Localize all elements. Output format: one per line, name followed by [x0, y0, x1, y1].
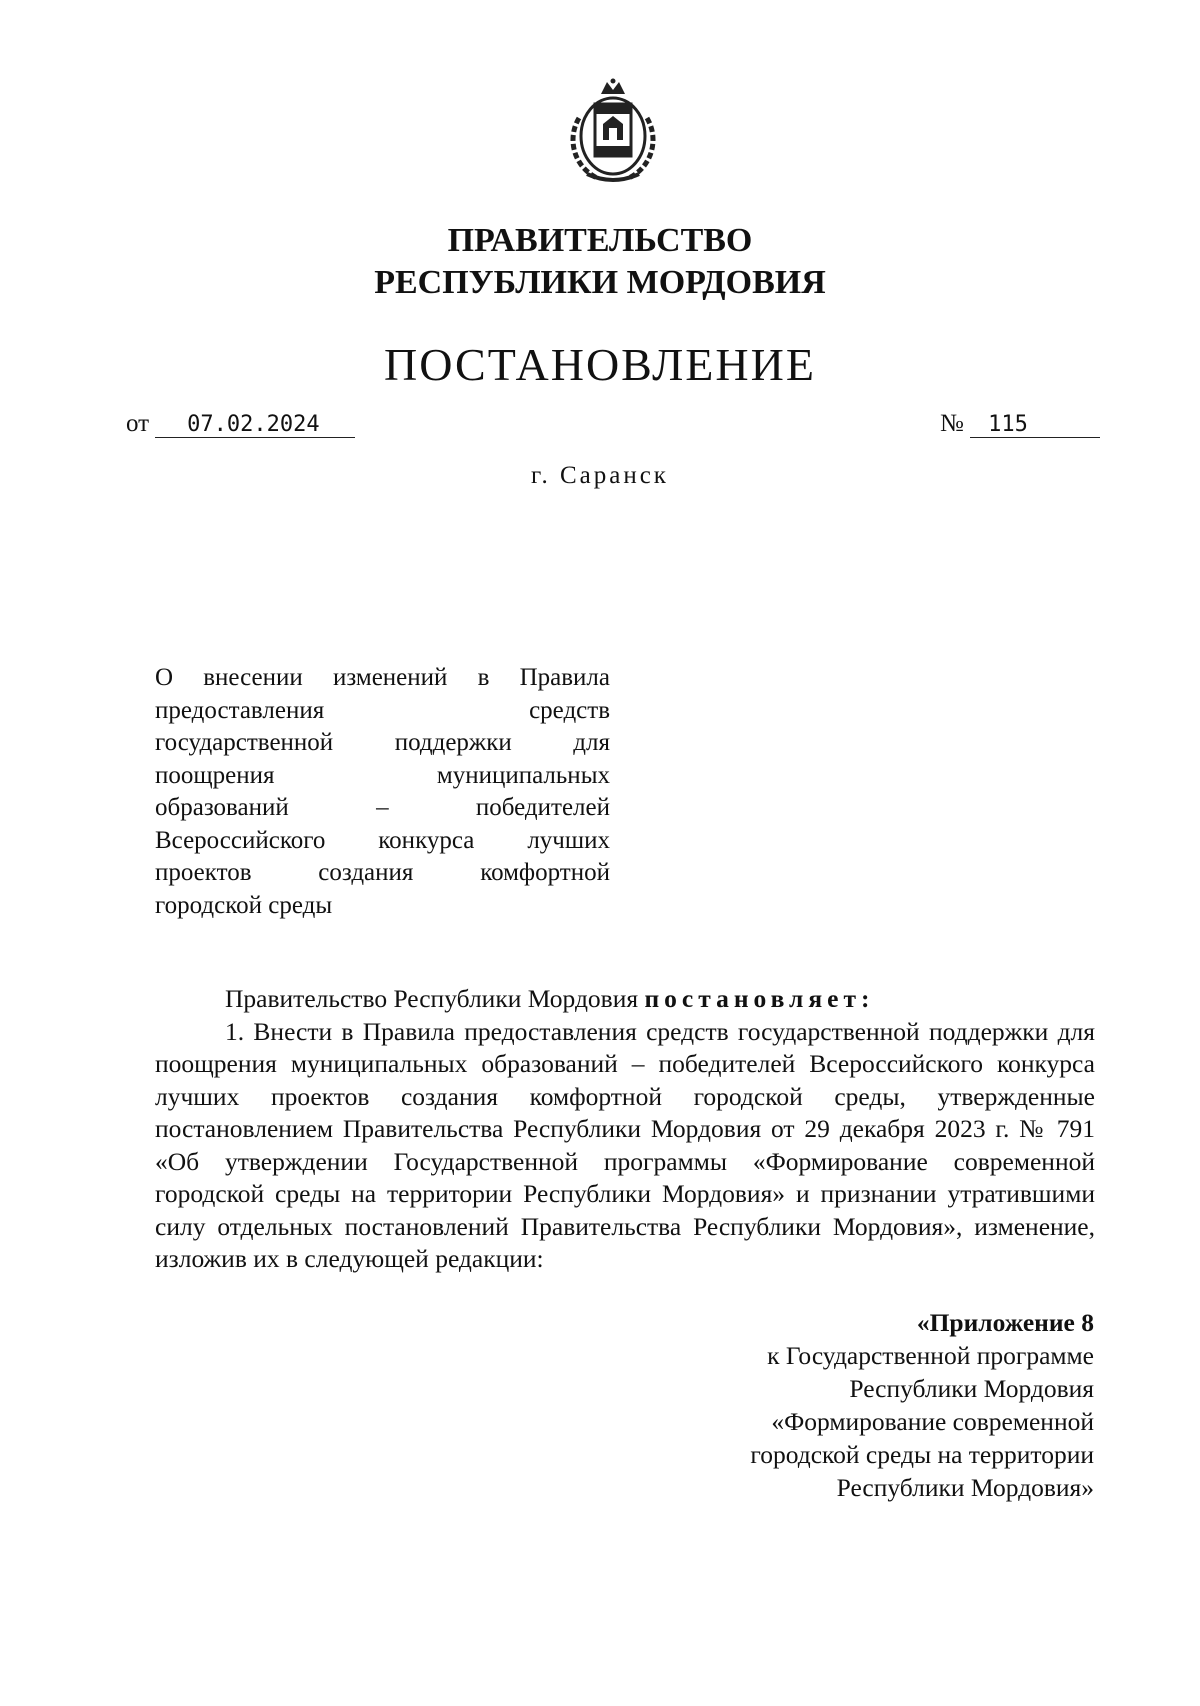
appendix-line: городской среды на территории [750, 1440, 1094, 1469]
gov-line-2: РЕСПУБЛИКИ МОРДОВИЯ [374, 264, 826, 301]
date-value: 07.02.2024 [155, 412, 355, 438]
appendix-line: Республики Мордовия [849, 1374, 1094, 1403]
subject-line: поощрения муниципальных [155, 761, 610, 789]
document-type: ПОСТАНОВЛЕНИЕ [384, 339, 816, 390]
document-subject [155, 662, 610, 922]
number-value: 115 [970, 412, 1100, 438]
document-body [155, 983, 1095, 1276]
document-city: г. Саранск [531, 462, 669, 489]
government-name [0, 220, 1200, 304]
subject-line: О внесении изменений в Правила [155, 664, 610, 691]
date-prefix: от [126, 410, 150, 437]
appendix-header [640, 1306, 1094, 1504]
appendix-title: «Приложение 8 [916, 1308, 1094, 1337]
subject-line: образований – победителей [155, 794, 610, 821]
decree-word: постановляет: [644, 984, 875, 1013]
subject-line: государственной поддержки для [155, 729, 610, 756]
subject-line: Всероссийского конкурса лучших [155, 826, 610, 854]
gov-line-1: ПРАВИТЕЛЬСТВО [447, 222, 753, 259]
subject-line: проектов создания комфортной [155, 859, 610, 886]
appendix-line: «Формирование современной [771, 1407, 1094, 1436]
decree-intro-text: Правительство Республики Мордовия [225, 984, 639, 1013]
appendix-line: к Государственной программе [767, 1341, 1094, 1370]
appendix-line: Республики Мордовия» [836, 1473, 1094, 1502]
document-date [126, 410, 355, 438]
subject-line: городской среды [155, 891, 333, 919]
decree-intro [155, 983, 1095, 1016]
number-prefix: № [940, 410, 964, 437]
subject-line: предоставления средств [155, 696, 610, 724]
paragraph-1: 1. Внести в Правила предоставления средств государственной поддержки для поощрения муниципальных образований – победителей Всероссийского конкурса лучших проектов создания комфортной городской среды, утвержденные постановлением Правительства Республики Мордовия от 29 декабря 2023 г. № 791 «Об утверждении Государственной программы «Формирование современной городской среды на территории Республики Мордовия» и признании утратившими силу отдельных постановлений Правительства Республики Мордовия», изменение, изложив их в следующей редакции: [155, 1016, 1095, 1273]
mordovia-coat-of-arms-icon [557, 78, 669, 190]
document-number [940, 410, 1100, 438]
